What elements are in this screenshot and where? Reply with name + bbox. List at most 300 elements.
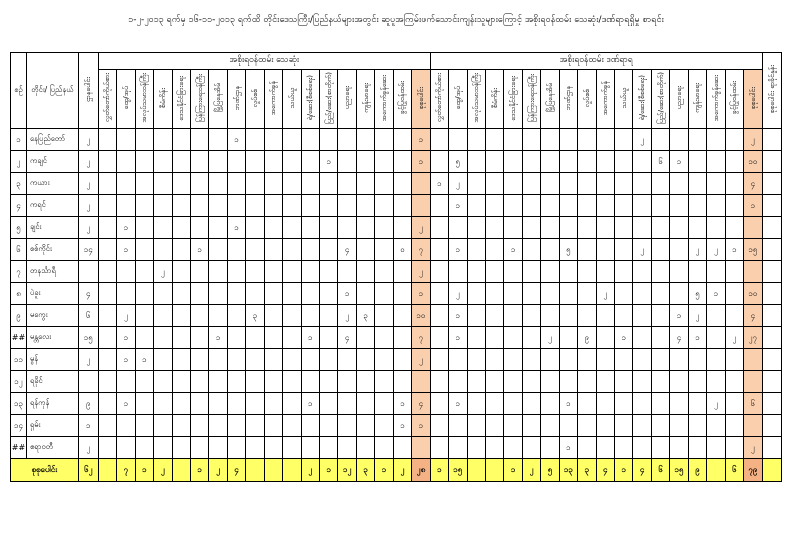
dead-cell <box>393 283 411 305</box>
dead-cell <box>227 195 245 217</box>
dead-cell <box>154 437 172 459</box>
row-staff-count: ၂ <box>78 195 98 217</box>
dead-cell <box>338 261 356 283</box>
injured-cell: ၁ <box>430 173 448 195</box>
injured-cell <box>578 437 596 459</box>
injured-column-label: ဒေသနိုင်ငံခြားရေး <box>509 75 518 121</box>
dead-cell <box>209 129 227 151</box>
injured-column-label: လွှတ်တော်ကိုယ်စား <box>435 73 444 123</box>
dead-cell: ၁ <box>301 393 319 415</box>
header-region: တိုင်း/ ပြည်နယ် <box>26 53 78 129</box>
injured-cell <box>744 349 762 371</box>
dead-cell <box>264 151 282 173</box>
row-staff-count: ၄ <box>78 283 98 305</box>
dead-cell <box>301 173 319 195</box>
dead-cell <box>301 151 319 173</box>
summary-injured-cell: ၁၅ <box>670 459 688 482</box>
injured-cell <box>651 129 669 151</box>
grand-cell <box>762 283 782 305</box>
dead-cell <box>375 305 393 327</box>
injured-cell <box>467 305 485 327</box>
injured-cell <box>504 371 522 393</box>
dead-cell <box>375 349 393 371</box>
injured-cell: ၂ <box>744 129 762 151</box>
injured-cell <box>430 371 448 393</box>
table-row <box>11 349 782 371</box>
summary-dead-cell: ၁ <box>135 459 153 482</box>
dead-cell <box>320 327 338 349</box>
injured-cell <box>430 217 448 239</box>
injured-cell <box>633 283 651 305</box>
injured-cell: ၁၀ <box>744 151 762 173</box>
table-row <box>11 393 782 415</box>
row-staff-count: ၁၅ <box>78 327 98 349</box>
dead-cell <box>338 437 356 459</box>
injured-cell <box>522 349 540 371</box>
injured-cell <box>559 283 577 305</box>
injured-cell <box>707 305 725 327</box>
injured-cell <box>504 415 522 437</box>
dead-cell <box>356 283 374 305</box>
dead-cell <box>301 283 319 305</box>
injured-cell <box>578 305 596 327</box>
dead-cell <box>301 349 319 371</box>
grand-cell <box>762 239 782 261</box>
grand-cell <box>762 151 782 173</box>
injured-cell <box>522 239 540 261</box>
injured-column-label: မြို့ပြနေအိမ် <box>545 83 554 113</box>
dead-cell <box>320 195 338 217</box>
dead-cell <box>412 173 430 195</box>
dead-column-label: လှုပ်စစ် <box>250 88 259 108</box>
dead-cell <box>98 393 116 415</box>
injured-cell <box>504 305 522 327</box>
injured-cell <box>615 371 633 393</box>
dead-cell <box>283 349 301 371</box>
injured-cell: ၂ <box>449 173 467 195</box>
dead-cell <box>172 393 190 415</box>
row-region: ချင်း <box>26 217 78 239</box>
dead-cell <box>283 305 301 327</box>
dead-cell <box>135 415 153 437</box>
row-region: နေပြည်တော် <box>26 129 78 151</box>
dead-cell: ၂ <box>412 349 430 371</box>
dead-cell <box>154 305 172 327</box>
injured-cell: ၁ <box>707 283 725 305</box>
dead-column-label: ဒေသနိုင်ငံခြားရေး <box>177 75 186 121</box>
dead-cell <box>246 415 264 437</box>
injured-cell <box>430 327 448 349</box>
dead-cell <box>320 371 338 393</box>
injured-cell <box>725 349 743 371</box>
dead-cell <box>98 261 116 283</box>
dead-cell <box>172 195 190 217</box>
dead-cell <box>393 305 411 327</box>
dead-cell <box>246 393 264 415</box>
injured-cell <box>449 217 467 239</box>
injured-cell: ၁၀ <box>744 283 762 305</box>
injured-cell <box>707 371 725 393</box>
injured-cell: ၂ <box>541 327 559 349</box>
dead-cell <box>301 437 319 459</box>
row-staff-count: ၂ <box>78 217 98 239</box>
injured-column-header <box>430 70 448 129</box>
injured-cell <box>559 217 577 239</box>
injured-cell <box>522 195 540 217</box>
dead-cell <box>209 415 227 437</box>
injured-cell <box>596 393 614 415</box>
injured-cell <box>522 283 540 305</box>
injured-cell <box>744 217 762 239</box>
row-staff-count: ၂ <box>78 129 98 151</box>
injured-cell <box>596 173 614 195</box>
injured-cell: ၁ <box>504 239 522 261</box>
dead-column-label: ရဲ/ဆေး(စီစစ်ရေး) <box>306 75 315 121</box>
dead-cell: ၇ <box>412 239 430 261</box>
dead-cell <box>135 173 153 195</box>
injured-column-label: ခွင့်ပြုဝန်ထမ်း <box>730 81 739 115</box>
dead-cell <box>320 173 338 195</box>
dead-cell <box>135 239 153 261</box>
dead-cell <box>172 415 190 437</box>
dead-cell <box>172 305 190 327</box>
dead-cell <box>98 437 116 459</box>
injured-column-label: လှုပ်စစ် <box>582 88 591 108</box>
dead-cell <box>375 217 393 239</box>
injured-cell <box>633 393 651 415</box>
injured-cell <box>633 173 651 195</box>
injured-cell <box>744 371 762 393</box>
dead-cell: ၁ <box>227 217 245 239</box>
dead-cell <box>227 261 245 283</box>
dead-cell <box>154 371 172 393</box>
injured-cell <box>541 393 559 415</box>
injured-cell: ၂ <box>633 239 651 261</box>
injured-cell: ၁၅ <box>744 239 762 261</box>
injured-cell <box>504 195 522 217</box>
dead-cell <box>356 437 374 459</box>
injured-cell <box>485 195 503 217</box>
injured-cell <box>467 283 485 305</box>
dead-column-header <box>412 70 430 129</box>
dead-cell <box>246 217 264 239</box>
injured-cell <box>541 151 559 173</box>
injured-cell <box>707 217 725 239</box>
summary-dead-cell: ၇ <box>117 459 135 482</box>
injured-cell <box>467 173 485 195</box>
table-row <box>11 371 782 393</box>
injured-cell <box>504 327 522 349</box>
injured-cell <box>596 151 614 173</box>
summary-dead-cell: ၂ <box>154 459 172 482</box>
dead-cell <box>154 327 172 349</box>
injured-cell: ၂ <box>633 129 651 151</box>
injured-cell <box>596 305 614 327</box>
injured-cell <box>688 371 706 393</box>
dead-cell <box>190 283 208 305</box>
injured-cell <box>670 393 688 415</box>
dead-cell <box>283 415 301 437</box>
dead-cell <box>135 217 153 239</box>
dead-column-header <box>393 70 411 129</box>
dead-column-header <box>227 70 245 129</box>
dead-cell <box>264 415 282 437</box>
injured-column-label: အကောက်ခွန် <box>601 80 610 116</box>
dead-column-label: လွှတ်တော်ကိုယ်စား <box>103 73 112 123</box>
dead-cell <box>227 349 245 371</box>
dead-cell: ၁ <box>412 283 430 305</box>
row-region: ပဲခူး <box>26 283 78 305</box>
summary-injured-cell: ၇၉ <box>744 459 762 482</box>
summary-injured-cell <box>485 459 503 482</box>
summary-dead-cell <box>172 459 190 482</box>
injured-column-header <box>467 70 485 129</box>
dead-cell <box>98 239 116 261</box>
injured-cell <box>559 305 577 327</box>
table-row <box>11 151 782 173</box>
dead-cell <box>356 393 374 415</box>
row-staff-count: ၂ <box>78 437 98 459</box>
dead-cell <box>172 283 190 305</box>
dead-cell <box>246 437 264 459</box>
row-region: တနင်္သာရီ <box>26 261 78 283</box>
dead-cell: ၂ <box>117 305 135 327</box>
dead-cell <box>375 195 393 217</box>
row-sr: ၆ <box>11 239 27 261</box>
dead-cell: ၂ <box>412 261 430 283</box>
dead-cell <box>135 129 153 151</box>
injured-cell <box>688 173 706 195</box>
injured-cell <box>485 261 503 283</box>
dead-cell <box>98 217 116 239</box>
injured-cell <box>485 151 503 173</box>
summary-injured-cell: ၁ <box>430 459 448 482</box>
dead-cell <box>227 327 245 349</box>
dead-column-label: အကောက်ခွန်ဆေး <box>380 74 389 122</box>
injured-cell: ၁ <box>449 393 467 415</box>
injured-cell: ၁ <box>559 437 577 459</box>
dead-cell <box>375 327 393 349</box>
injured-cell <box>596 129 614 151</box>
dead-cell <box>209 261 227 283</box>
dead-cell <box>209 173 227 195</box>
dead-cell <box>117 437 135 459</box>
dead-cell <box>117 261 135 283</box>
injured-cell: ၅ <box>688 283 706 305</box>
dead-cell: ၃ <box>246 305 264 327</box>
dead-cell <box>264 261 282 283</box>
summary-dead-cell <box>98 459 116 482</box>
injured-cell <box>707 437 725 459</box>
dead-cell <box>283 327 301 349</box>
dead-cell <box>227 305 245 327</box>
dead-cell: ၁ <box>393 415 411 437</box>
injured-cell <box>578 393 596 415</box>
injured-cell <box>725 151 743 173</box>
dead-cell <box>301 195 319 217</box>
dead-cell: ၂ <box>338 305 356 327</box>
injured-column-label: အလုပ်သမားဝန်ကြီး <box>472 73 481 123</box>
injured-cell <box>578 173 596 195</box>
injured-cell <box>744 261 762 283</box>
dead-cell <box>135 437 153 459</box>
dead-cell: ၇ <box>412 327 430 349</box>
row-staff-count <box>78 371 98 393</box>
dead-cell <box>338 217 356 239</box>
dead-cell <box>190 415 208 437</box>
injured-cell <box>467 129 485 151</box>
injured-cell <box>559 129 577 151</box>
dead-cell <box>172 349 190 371</box>
injured-cell <box>651 393 669 415</box>
injured-cell <box>633 415 651 437</box>
dead-cell <box>190 195 208 217</box>
dead-cell <box>264 239 282 261</box>
dead-cell <box>227 283 245 305</box>
dead-cell <box>283 151 301 173</box>
injured-cell <box>522 393 540 415</box>
injured-cell <box>651 437 669 459</box>
dead-cell <box>301 415 319 437</box>
dead-cell <box>209 393 227 415</box>
injured-column-label: ပြန်ကြားရေးဝန်ကြီး <box>527 73 536 123</box>
injured-cell <box>467 261 485 283</box>
injured-cell <box>504 349 522 371</box>
row-sr: ၅ <box>11 217 27 239</box>
dead-cell <box>264 371 282 393</box>
dead-cell <box>393 151 411 173</box>
injured-cell <box>578 129 596 151</box>
injured-cell <box>651 239 669 261</box>
dead-cell <box>246 129 264 151</box>
dead-cell <box>172 261 190 283</box>
injured-cell <box>467 437 485 459</box>
dead-cell <box>301 239 319 261</box>
dead-cell <box>190 305 208 327</box>
header-sr: စဉ် <box>11 53 27 129</box>
injured-cell <box>430 349 448 371</box>
dead-cell <box>356 239 374 261</box>
injured-cell <box>615 415 633 437</box>
dead-cell <box>227 151 245 173</box>
injured-cell <box>688 393 706 415</box>
injured-cell <box>430 305 448 327</box>
row-staff-count: ၂ <box>78 349 98 371</box>
injured-cell <box>651 349 669 371</box>
injured-cell <box>578 283 596 305</box>
injured-cell <box>670 371 688 393</box>
injured-column-label: စုစုပေါင်း <box>748 86 757 110</box>
dead-cell <box>98 283 116 305</box>
injured-column-label: ကျန်းမာရေး <box>693 83 702 113</box>
injured-cell: ၁ <box>449 195 467 217</box>
dead-cell <box>393 371 411 393</box>
injured-cell <box>559 195 577 217</box>
injured-cell <box>541 437 559 459</box>
dead-cell <box>172 437 190 459</box>
injured-cell <box>688 415 706 437</box>
dead-cell <box>98 349 116 371</box>
injured-cell <box>670 239 688 261</box>
injured-cell <box>449 437 467 459</box>
injured-cell <box>651 261 669 283</box>
injured-cell <box>615 151 633 173</box>
dead-cell: ၄ <box>338 327 356 349</box>
injured-cell: ၁ <box>670 305 688 327</box>
injured-cell <box>651 195 669 217</box>
injured-cell: ၁ <box>725 239 743 261</box>
dead-cell <box>227 239 245 261</box>
injured-cell <box>651 283 669 305</box>
injured-cell <box>670 261 688 283</box>
injured-cell <box>541 415 559 437</box>
casualty-table <box>10 52 782 482</box>
injured-cell <box>467 371 485 393</box>
dead-cell <box>135 327 153 349</box>
injured-cell <box>707 261 725 283</box>
injured-cell <box>633 305 651 327</box>
injured-cell <box>578 415 596 437</box>
dead-cell <box>227 415 245 437</box>
injured-column-label: အကောက်ခွန်ဆေး <box>711 74 720 122</box>
dead-cell <box>393 349 411 371</box>
injured-cell <box>541 173 559 195</box>
injured-cell <box>596 437 614 459</box>
dead-cell <box>209 151 227 173</box>
dead-column-label: ပြည်/ဆေး(စာတိုက်) <box>324 71 333 125</box>
table-row <box>11 239 782 261</box>
injured-cell <box>633 151 651 173</box>
row-region: ကရင် <box>26 195 78 217</box>
row-sr: ၉ <box>11 305 27 327</box>
injured-cell <box>541 371 559 393</box>
dead-cell <box>172 173 190 195</box>
dead-cell <box>375 437 393 459</box>
injured-cell: ၂ <box>596 283 614 305</box>
header-grand: စုစုပေါင်း ရာခိုင်နှုန်း <box>762 53 782 129</box>
injured-cell <box>670 437 688 459</box>
dead-cell <box>356 195 374 217</box>
row-region: ကချင် <box>26 151 78 173</box>
injured-cell <box>725 195 743 217</box>
injured-cell <box>578 371 596 393</box>
dead-cell <box>393 129 411 151</box>
summary-injured-cell: ၁၅ <box>449 459 467 482</box>
dead-cell <box>301 129 319 151</box>
injured-cell <box>725 371 743 393</box>
injured-cell <box>485 371 503 393</box>
dead-cell <box>154 415 172 437</box>
dead-cell: ၁ <box>301 327 319 349</box>
dead-cell <box>98 195 116 217</box>
row-sr: ၁၄ <box>11 415 27 437</box>
grand-cell <box>762 349 782 371</box>
dead-column-header <box>301 70 319 129</box>
dead-cell <box>283 261 301 283</box>
dead-cell <box>154 283 172 305</box>
injured-cell <box>633 349 651 371</box>
row-region: ဧရာဝတီ <box>26 437 78 459</box>
dead-cell <box>320 437 338 459</box>
dead-cell: ၁ <box>320 151 338 173</box>
dead-cell <box>338 371 356 393</box>
dead-cell <box>375 371 393 393</box>
injured-cell <box>615 239 633 261</box>
row-sr: ၁ <box>11 129 27 151</box>
dead-cell <box>246 173 264 195</box>
injured-cell <box>670 195 688 217</box>
dead-cell: ၁ <box>117 349 135 371</box>
